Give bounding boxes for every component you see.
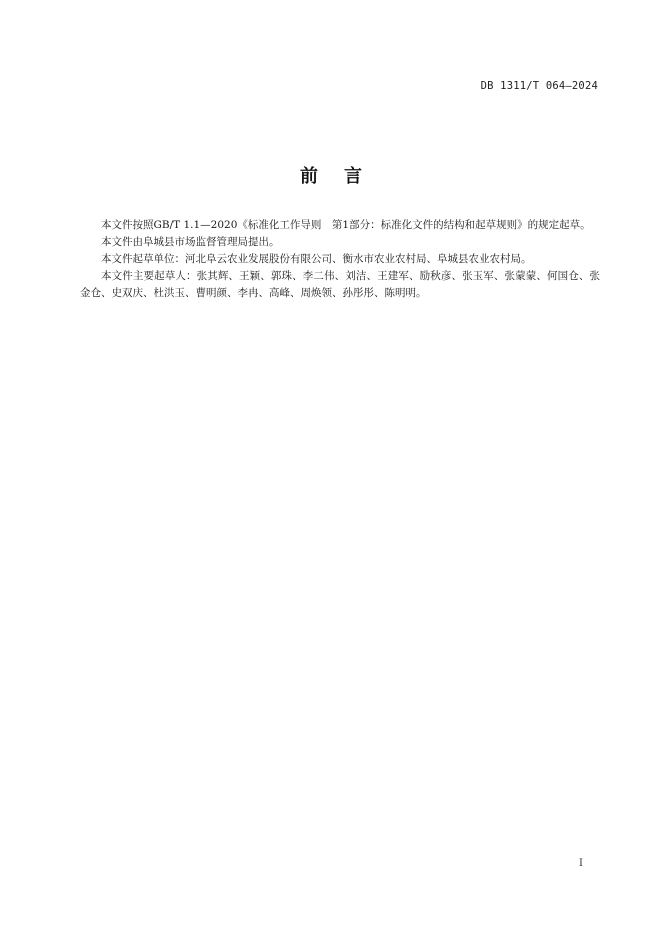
- paragraph-drafters: 本文件主要起草人：张其辉、王颖、郭珠、李二伟、刘洁、王建军、励秋彦、张玉军、张蒙蒙、何国仓、张金仓、史双庆、杜洪玉、曹明颜、李冉、高峰、周焕领、孙彤彤、陈明明。: [80, 270, 600, 299]
- foreword-body: [80, 217, 600, 302]
- paragraph-drafting-units: 本文件起草单位：河北阜云农业发展股份有限公司、衡水市农业农村局、阜城县农业农村局。: [101, 253, 532, 265]
- document-code: DB 1311/T 064—2024: [480, 80, 598, 92]
- page-title: 前言: [300, 166, 388, 187]
- paragraph-drafting-rules: 本文件按照GB/T 1.1—2020《标准化工作导则 第1部分：标准化文件的结构和起草规则》的规定起草。: [101, 219, 591, 231]
- page-number: I: [579, 858, 583, 869]
- paragraph-proposer: 本文件由阜城县市场监督管理局提出。: [101, 236, 280, 248]
